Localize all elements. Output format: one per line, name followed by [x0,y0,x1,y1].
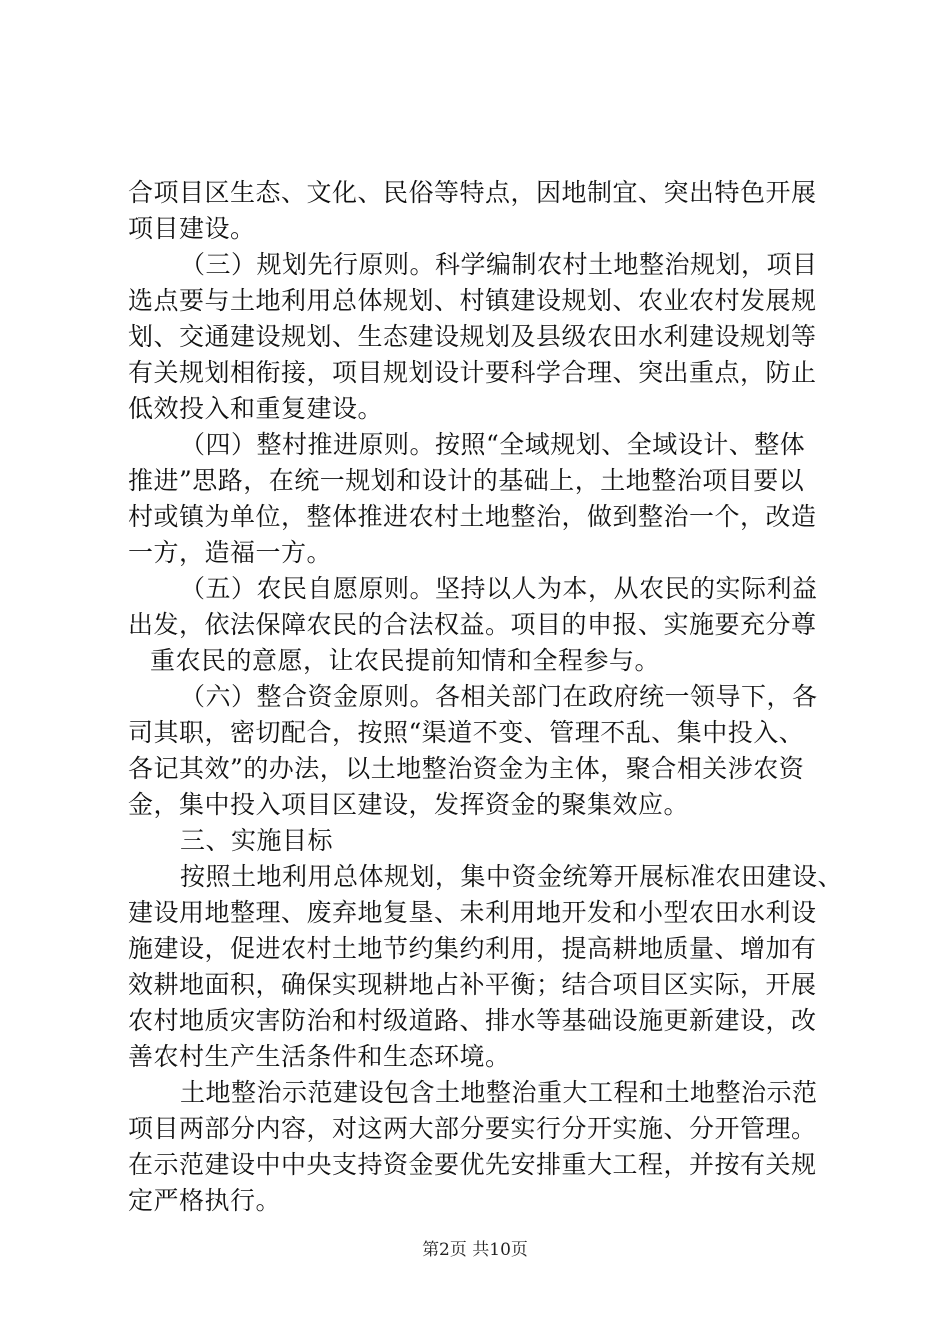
text-line: 各记其效”的办法，以土地整治资金为主体，聚合相关涉农资 [128,754,805,783]
text-line: 项目两部分内容，对这两大部分要实行分开实施、分开管理。 [128,1114,817,1143]
text-line: 重农民的意愿，让农民提前知情和全程参与。 [150,646,661,675]
text-line: 出发，依法保障农民的合法权益。项目的申报、实施要充分尊 [128,610,817,639]
text-line: 一方，造福一方。 [128,538,333,567]
text-line: 定严格执行。 [128,1186,282,1215]
text-line: 低效投入和重复建设。 [128,394,384,423]
text-line: 村或镇为单位，整体推进农村土地整治，做到整治一个，改造 [128,502,817,531]
text-line: 选点要与土地利用总体规划、村镇建设规划、农业农村发展规 [128,286,817,315]
text-line: （六）整合资金原则。各相关部门在政府统一领导下，各 [180,682,818,711]
text-line: 土地整治示范建设包含土地整治重大工程和土地整治示范 [180,1078,818,1107]
text-line: （五）农民自愿原则。坚持以人为本，从农民的实际利益 [180,574,818,603]
text-line: 推进”思路，在统一规划和设计的基础上，土地整治项目要以 [128,466,805,495]
text-line: 在示范建设中中央支持资金要优先安排重大工程，并按有关规 [128,1150,817,1179]
text-line: （三）规划先行原则。科学编制农村土地整治规划，项目 [180,250,818,279]
text-line: （四）整村推进原则。按照“全域规划、全域设计、整体 [180,430,806,459]
page-footer: 第2页 共10页 [422,1240,528,1260]
section-heading: 三、实施目标 [180,826,334,855]
text-line: 建设用地整理、废弃地复垦、未利用地开发和小型农田水利设 [128,898,817,927]
text-line: 合项目区生态、文化、民俗等特点，因地制宜、突出特色开展 [128,178,817,207]
text-line: 司其职，密切配合，按照“渠道不变、管理不乱、集中投入、 [128,718,805,747]
text-line: 金，集中投入项目区建设，发挥资金的聚集效应。 [128,790,690,819]
text-line: 按照土地利用总体规划，集中资金统筹开展标准农田建设、 [180,862,844,891]
text-line: 有关规划相衔接，项目规划设计要科学合理、突出重点，防止 [128,358,817,387]
text-line: 施建设，促进农村土地节约集约利用，提高耕地质量、增加有 [128,934,817,963]
text-line: 划、交通建设规划、生态建设规划及县级农田水利建设规划等 [128,322,817,351]
text-line: 善农村生产生活条件和生态环境。 [128,1042,511,1071]
text-line: 效耕地面积，确保实现耕地占补平衡；结合项目区实际，开展 [128,970,817,999]
text-line: 农村地质灾害防治和村级道路、排水等基础设施更新建设，改 [128,1006,817,1035]
text-line: 项目建设。 [128,214,256,243]
